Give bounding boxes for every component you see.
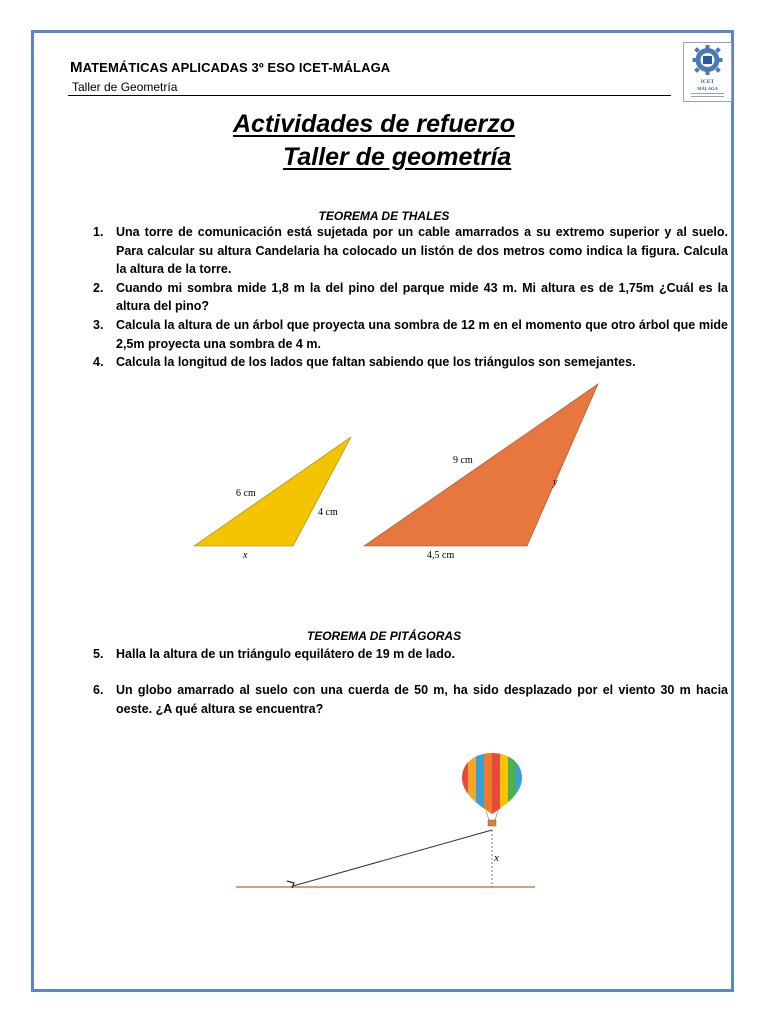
- pitagoras-exercise-list-2: [90, 681, 728, 718]
- exercise-item: [90, 353, 728, 372]
- header-rule: [68, 95, 671, 96]
- exercise-text: Un globo amarrado al suelo con una cuerda de 50 m, ha sido desplazado por el viento 30 m hacia oeste. ¿A qué altura se encuentra?: [116, 683, 728, 716]
- section-heading-pitagoras: TEOREMA DE PITÁGORAS: [306, 629, 462, 643]
- section-heading-thales: TEOREMA DE THALES: [318, 209, 450, 223]
- exercise-number: 2.: [93, 280, 104, 295]
- large-side-b-label: y: [553, 477, 558, 488]
- large-side-a-label: 9 cm: [453, 455, 473, 466]
- thales-exercise-list: [90, 223, 728, 372]
- small-side-b-label: 4 cm: [318, 507, 338, 518]
- small-base-label: x: [243, 550, 248, 561]
- balloon-figure: [230, 748, 540, 893]
- header-title-initial: M: [70, 59, 83, 76]
- gear-icon: [693, 45, 723, 75]
- large-triangle: [364, 384, 598, 546]
- header-title-rest: ATEMÁTICAS APLICADAS 3º ESO ICET-MÁLAGA: [82, 60, 391, 75]
- exercise-item: [90, 279, 728, 316]
- header-title: [70, 59, 390, 76]
- balloon-rope: [293, 830, 492, 886]
- exercise-text: Calcula la longitud de los lados que faltan sabiendo que los triángulos son semejantes.: [116, 355, 636, 370]
- exercise-item: [90, 645, 728, 664]
- exercise-text: Cuando mi sombra mide 1,8 m la del pino del parque mide 43 m. Mi altura es de 1,75m ¿Cuál es la altura del pino?: [116, 280, 728, 314]
- logo-text-line2: MÁLAGA: [697, 86, 718, 91]
- page-subtitle: Taller de geometría: [283, 143, 512, 171]
- exercise-text: Una torre de comunicación está sujetada por un cable amarrados a su extremo superior y al suelo. Para calcular su altura Candelaria ha colocado un listón de dos metros como indica la figura. Calcula la altura de la torre.: [116, 225, 728, 277]
- hot-air-balloon-icon: [460, 748, 524, 826]
- large-base-label: 4,5 cm: [427, 550, 455, 561]
- exercise-number: 5.: [93, 647, 104, 661]
- exercise-text: Calcula la altura de un árbol que proyecta una sombra de 12 m en el momento que otro árbol que mide 2,5m proyecta una sombra de 4 m.: [116, 317, 728, 351]
- school-logo: [683, 42, 732, 102]
- page-title: Actividades de refuerzo: [233, 110, 516, 138]
- exercise-item: [90, 681, 728, 718]
- exercise-number: 6.: [93, 683, 104, 697]
- exercise-text: Halla la altura de un triángulo equilátero de 19 m de lado.: [116, 647, 455, 661]
- exercise-number: 4.: [93, 355, 104, 370]
- height-label: x: [494, 852, 499, 864]
- exercise-item: [90, 316, 728, 353]
- small-side-a-label: 6 cm: [236, 488, 256, 499]
- small-triangle: [194, 437, 351, 546]
- exercise-number: 3.: [93, 317, 104, 332]
- exercise-number: 1.: [93, 225, 104, 239]
- similar-triangles-figure: [180, 375, 610, 565]
- logo-text-line1: ICET: [700, 79, 715, 85]
- pitagoras-exercise-list: [90, 645, 728, 664]
- header-subtitle: Taller de Geometría: [72, 80, 178, 94]
- exercise-item: [90, 223, 728, 279]
